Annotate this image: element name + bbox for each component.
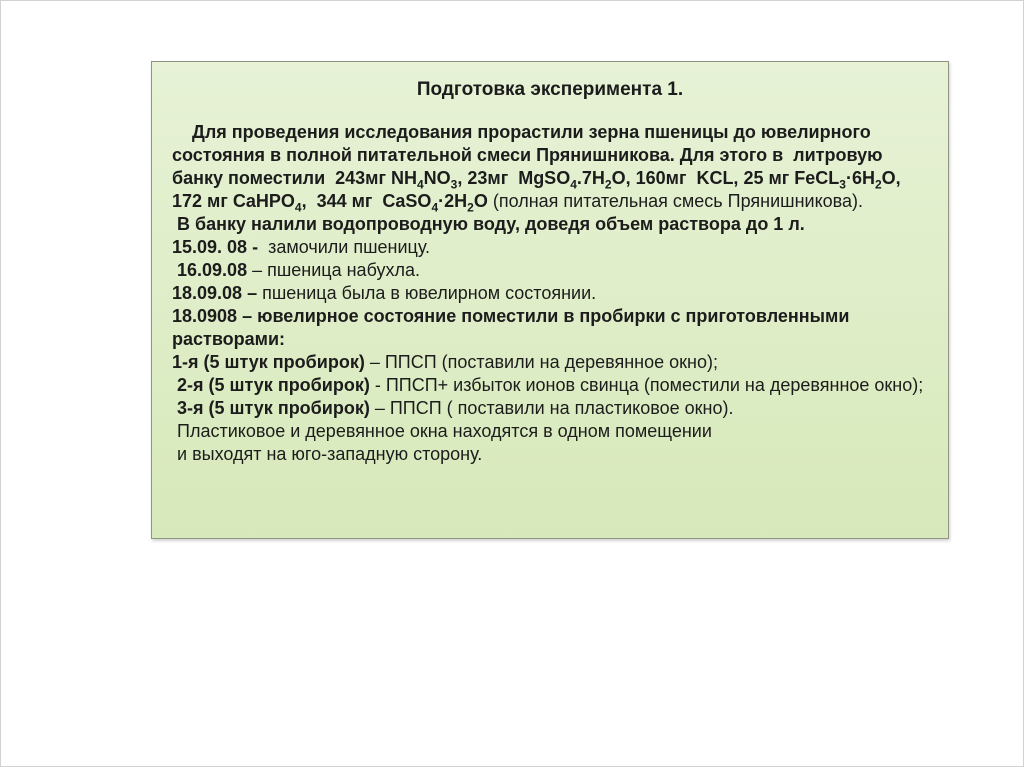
paragraph-intro: Для проведения исследования прорастили зерна пшеницы до ювелирного состояния в полной питательной смеси Прянишникова. Для этого в литровую банку поместили 243мг $NH_4NO_3$, 23мг $MgSO_4.7H_2O$, 160мг KCL, 25 мг $FeCL_3\cdot 6H_2O$, 172 мг CaHPO$_4$, 344 мг $CaSO_4\cdot 2H_2O$ (полная питательная смесь Прянишникова). (172, 122, 911, 215)
paragraph-windows-2: и выходят на юго-западную сторону. (172, 444, 483, 464)
paragraph-date-2: 16.09.08 – пшеница набухла. (172, 260, 421, 280)
paragraph-date-4: 18.0908 – ювелирное состояние поместили в пробирки с приготовленными растворами: (172, 306, 855, 349)
paragraph-date-1: 15.09. 08 - замочили пшеницу. (172, 237, 431, 257)
slide-text-box (151, 61, 949, 539)
paragraph-group-2: 2-я (5 штук пробирок) - ППСП+ избыток ионов свинца (поместили на деревянное окно); (172, 375, 924, 395)
slide-body (172, 121, 928, 466)
paragraph-group-1: 1-я (5 штук пробирок) – ППСП (поставили на деревянное окно); (172, 352, 718, 372)
paragraph-windows-1: Пластиковое и деревянное окна находятся в одном помещении (172, 421, 712, 441)
paragraph-date-3: 18.09.08 – пшеница была в ювелирном состоянии. (172, 283, 597, 303)
paragraph-group-3: 3-я (5 штук пробирок) – ППСП ( поставили на пластиковое окно). (172, 398, 734, 418)
slide-title: Подготовка эксперимента 1. (416, 79, 684, 100)
paragraph-water: В банку налили водопроводную воду, доведя объем раствора до 1 л. (172, 214, 805, 234)
